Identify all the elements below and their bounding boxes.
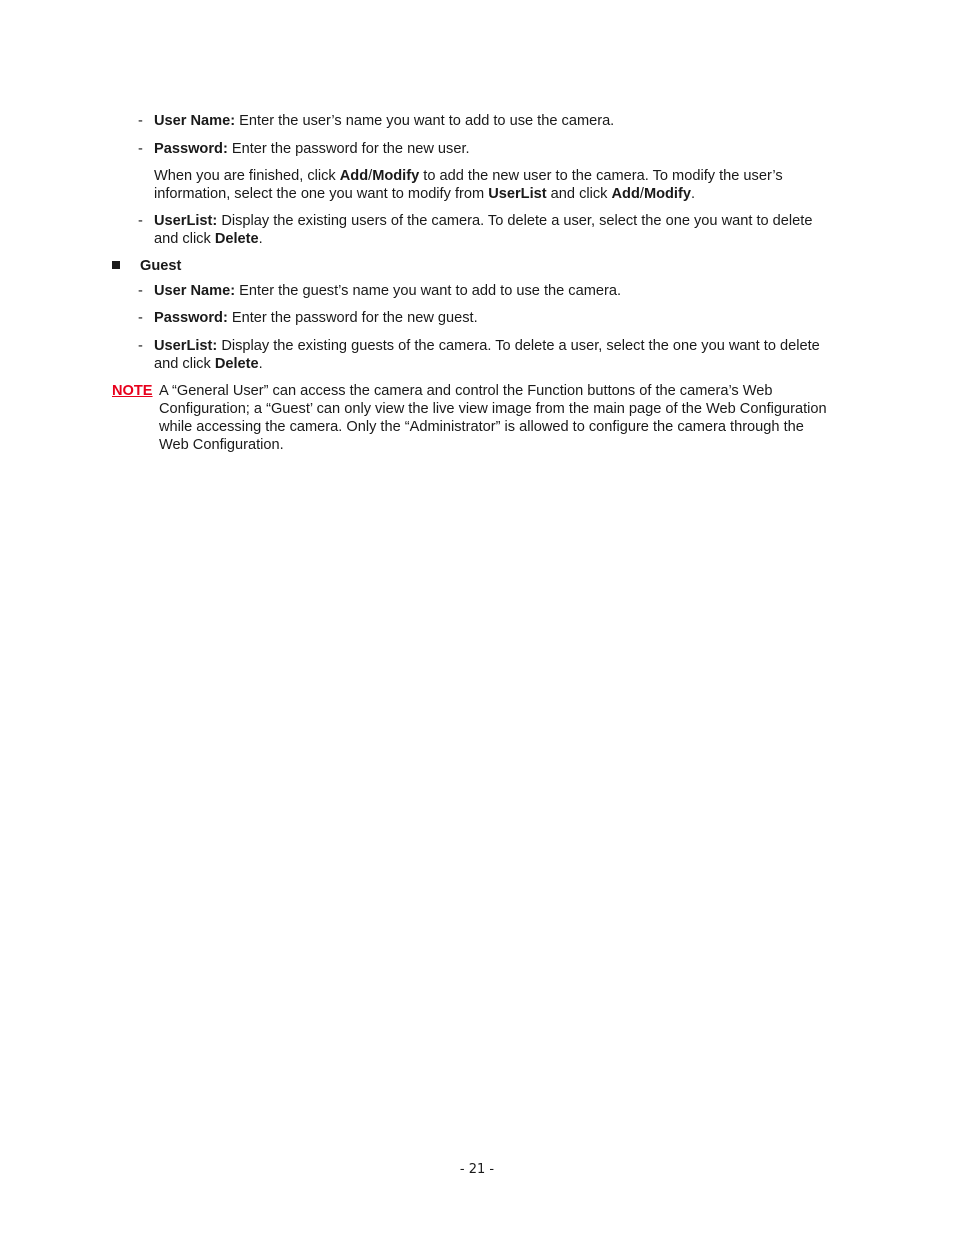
- list-dash: -: [138, 310, 143, 326]
- user-name-label: User Name:: [154, 113, 236, 129]
- userlist-item: - UserList: Display the existing users of the camera. To delete a user, select the one you want to delete and click Delete.: [138, 213, 813, 247]
- guest-heading: [112, 257, 412, 275]
- user-name-desc: Enter the user’s name you want to add to use the camera.: [235, 113, 615, 129]
- guest-password-item: [138, 309, 838, 327]
- delete-keyword: Delete: [214, 231, 259, 247]
- userlist-label: UserList:: [154, 213, 218, 229]
- guest-heading-text: Guest: [140, 258, 182, 274]
- finished-paragraph: When you are finished, click Add/Modify to add the new user to the camera. To modify the user’s information, select the one you want to modify from UserList and click Add/Modify.: [154, 168, 783, 202]
- square-bullet-icon: [112, 261, 120, 269]
- guest-userlist-desc: Display the existing guests of the camera. To delete a user, select the one you want to delete and click: [154, 338, 820, 372]
- user-name-item: [138, 112, 838, 130]
- list-dash: -: [138, 141, 143, 157]
- guest-delete-keyword: Delete: [214, 356, 259, 372]
- guest-userlist-label: UserList:: [154, 338, 218, 354]
- guest-password-desc: Enter the password for the new guest.: [227, 310, 478, 326]
- page-number: - 21 -: [459, 1162, 495, 1177]
- password-desc: Enter the password for the new user.: [227, 141, 470, 157]
- note-label: NOTE: [112, 383, 153, 399]
- guest-user-name-desc: Enter the guest’s name you want to add to use the camera.: [235, 283, 622, 299]
- userlist-desc: Display the existing users of the camera. To delete a user, select the one you want to delete and click: [154, 213, 813, 247]
- guest-password-label: Password:: [154, 310, 228, 326]
- guest-user-name-item: [138, 282, 838, 300]
- list-dash: -: [138, 113, 143, 129]
- list-dash: -: [138, 338, 143, 354]
- note-text: A “General User” can access the camera and control the Function buttons of the camera’s Web Configuration; a “Guest’ can only view the live view image from the main page of the Web Configuration while accessing the camera. Only the “Administrator” is allowed to configure the camera through the Web Configuration.: [159, 383, 827, 453]
- password-label: Password:: [154, 141, 228, 157]
- password-item: [138, 140, 838, 158]
- list-dash: -: [138, 283, 143, 299]
- guest-userlist-item: - UserList: Display the existing guests of the camera. To delete a user, select the one you want to delete and click Delete.: [138, 338, 820, 372]
- list-dash: -: [138, 213, 143, 229]
- note-block: [112, 382, 832, 454]
- guest-user-name-label: User Name:: [154, 283, 236, 299]
